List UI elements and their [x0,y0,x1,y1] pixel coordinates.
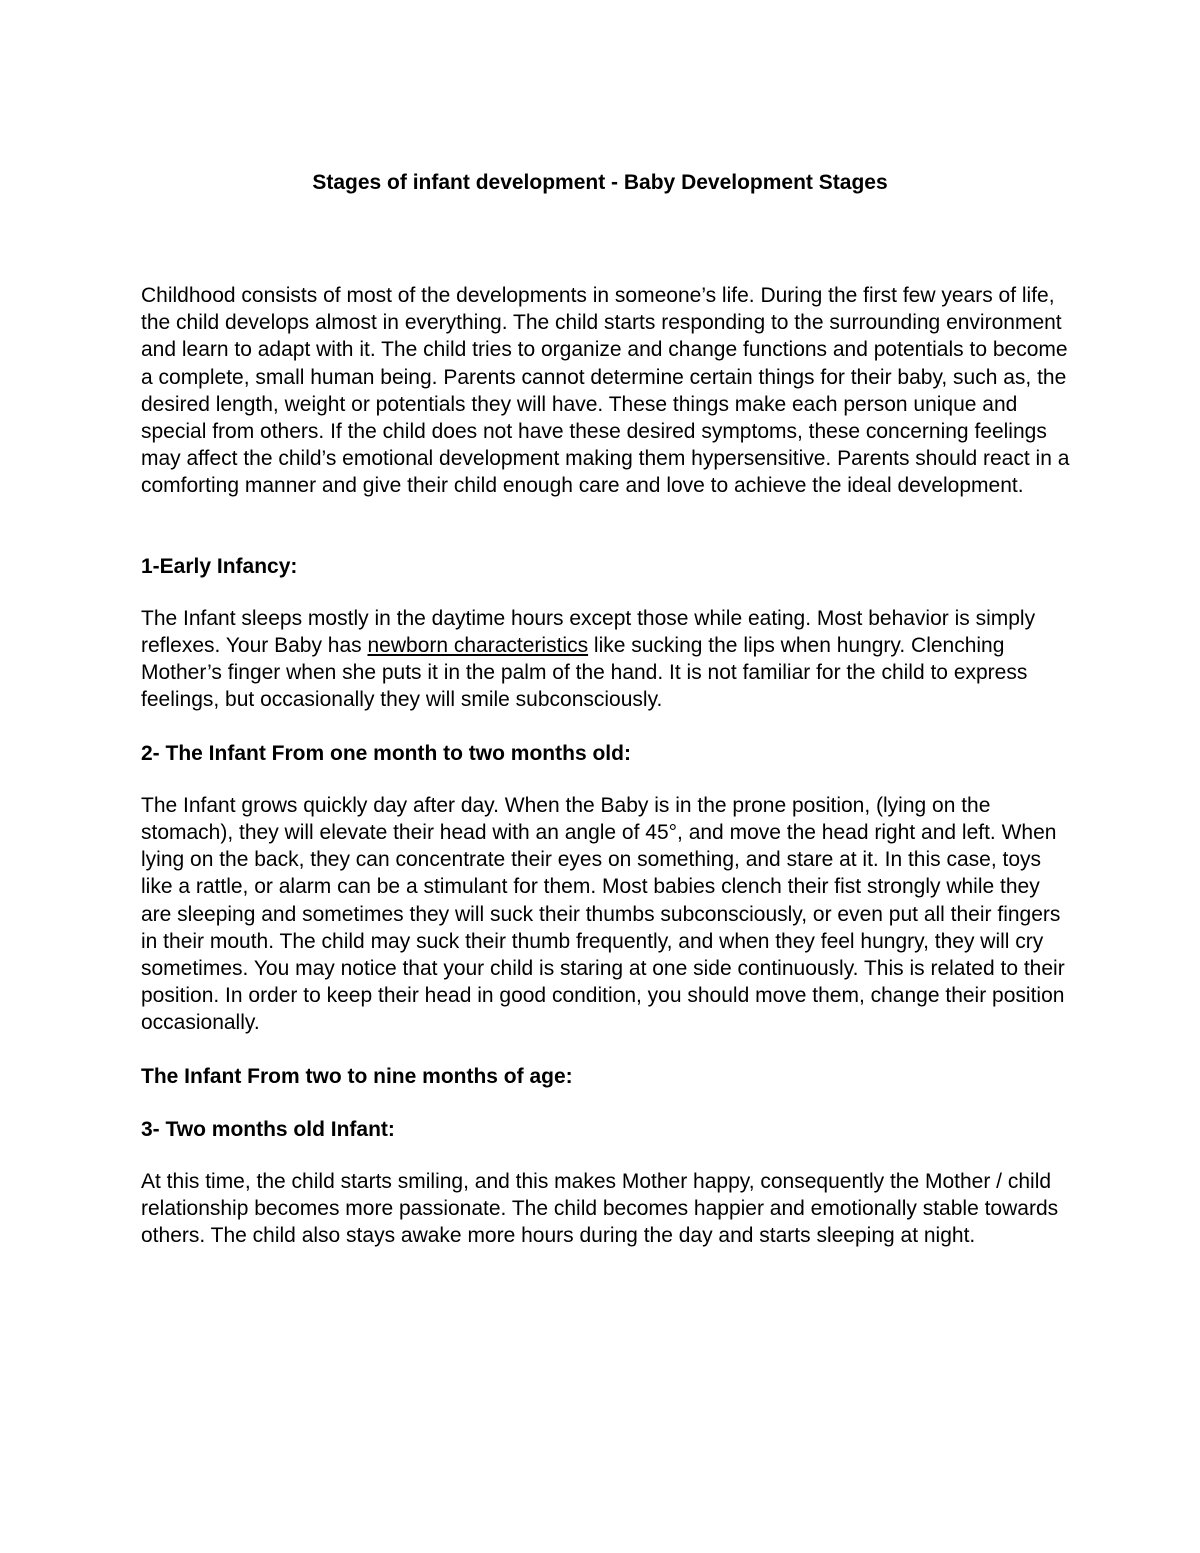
paragraph-text: The Infant sleeps mostly in the daytime hours except those while eating. Most behavior is simply reflexes. Your Baby has [141,606,1036,658]
section-paragraph-early-infancy [141,605,1071,714]
newborn-characteristics-link[interactable]: newborn characteristics [367,634,589,658]
section-paragraph-one-to-two-months: The Infant grows quickly day after day. When the Baby is in the prone position, (lying on the stomach), they will elevate their head with an angle of 45°, and move the head right and left. When lying on the back, they can concentrate their eyes on something, and stare at it. In this case, toys like a rattle, or alarm can be a stimulant for them. Most babies clench their fist strongly while they are sleeping and sometimes they will suck their thumbs subconsciously, or even put all their fingers in their mouth. The child may suck their thumb frequently, and when they feel hungry, they will cry sometimes. You may notice that your child is staring at one side continuously. This is related to their position. In order to keep their head in good condition, you should move them, change their position occasionally. [141,793,1065,1035]
paragraph-text: like sucking the lips when hungry. Clenching Mother’s finger when she puts it in the palm of the hand. It is not familiar for the child to express feelings, but occasionally they will smile subconsciously. [141,634,1028,712]
intro-paragraph: Childhood consists of most of the developments in someone’s life. During the first few years of life, the child develops almost in everything. The child starts responding to the surrounding environment and learn to adapt with it. The child tries to organize and change functions and potentials to become a complete, small human being. Parents cannot determine certain things for their baby, such as, the desired length, weight or potentials they will have. These things make each person unique and special from others. If the child does not have these desired symptoms, these concerning feelings may affect the child’s emotional development making them hypersensitive. Parents should react in a comforting manner and give their child enough care and love to achieve the ideal development. [141,284,1070,498]
document-body [141,168,1071,1250]
section-heading-two-months-old: 3- Two months old Infant: [141,1117,395,1141]
section-heading-two-to-nine-months: The Infant From two to nine months of age: [141,1064,573,1088]
section-heading-one-to-two-months: 2- The Infant From one month to two months old: [141,741,631,765]
document-title: Stages of infant development - Baby Development Stages [312,171,888,194]
section-heading-early-infancy: 1-Early Infancy: [141,554,298,578]
section-paragraph-two-months-old: At this time, the child starts smiling, and this makes Mother happy, consequently the Mother / child relationship becomes more passionate. The child becomes happier and emotionally stable towards others. The child also stays awake more hours during the day and starts sleeping at night. [141,1170,1059,1248]
